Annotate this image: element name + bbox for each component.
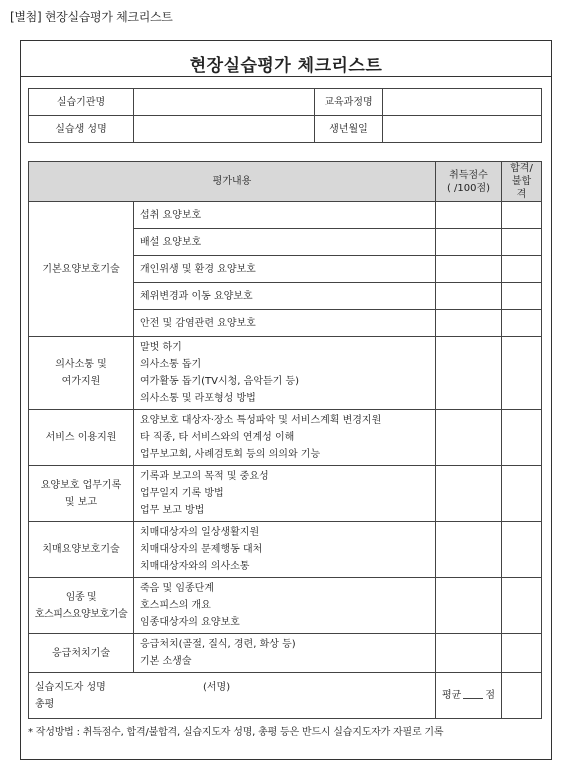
item-line: 의사소통 돕기 bbox=[140, 359, 202, 370]
supervisor-line bbox=[35, 679, 429, 696]
supervisor-cell[interactable] bbox=[29, 673, 436, 719]
score-cell[interactable] bbox=[436, 466, 502, 522]
page-title: 현장실습평가 체크리스트 bbox=[189, 56, 383, 76]
student-name-label: 실습생 성명 bbox=[29, 116, 134, 143]
score-cell[interactable] bbox=[436, 578, 502, 634]
item-cell: 배설 요양보호 bbox=[134, 229, 436, 256]
category-cell bbox=[29, 466, 134, 522]
header-pass-line1: 합격/ bbox=[510, 163, 533, 174]
item-line: 죽음 및 임종단계 bbox=[140, 583, 214, 594]
course-field[interactable] bbox=[383, 89, 542, 116]
score-cell[interactable] bbox=[436, 310, 502, 337]
average-suffix: 점 bbox=[485, 690, 495, 701]
category-cell: 기본요양보호기술 bbox=[29, 202, 134, 337]
category-cell bbox=[29, 578, 134, 634]
pass-cell[interactable] bbox=[502, 229, 542, 256]
item-line: 말벗 하기 bbox=[140, 342, 182, 353]
item-cell bbox=[134, 634, 436, 673]
info-row bbox=[29, 89, 542, 116]
item-line: 응급처치(골절, 질식, 경련, 화상 등) bbox=[140, 639, 296, 650]
evaluation-table bbox=[28, 161, 542, 719]
comment-label: 총평 bbox=[35, 698, 55, 710]
pass-cell[interactable] bbox=[502, 410, 542, 466]
checklist-frame bbox=[20, 40, 552, 760]
pass-cell[interactable] bbox=[502, 202, 542, 229]
table-row bbox=[29, 410, 542, 466]
item-cell bbox=[134, 337, 436, 410]
category-line: 요양보호 업무기록 bbox=[40, 479, 122, 491]
score-cell[interactable] bbox=[436, 229, 502, 256]
pass-cell[interactable] bbox=[502, 578, 542, 634]
info-row bbox=[29, 116, 542, 143]
info-table bbox=[28, 88, 542, 143]
item-line: 기록과 보고의 목적 및 중요성 bbox=[140, 471, 269, 482]
category-line: 임종 및 bbox=[65, 591, 97, 603]
item-line: 업무 보고 방법 bbox=[140, 505, 205, 516]
supervisor-label: 실습지도자 성명 bbox=[35, 681, 106, 693]
item-line: 여가활동 돕기(TV시청, 음악듣기 등) bbox=[140, 376, 300, 387]
item-cell bbox=[134, 578, 436, 634]
category-cell: 치매요양보호기술 bbox=[29, 522, 134, 578]
category-cell: 서비스 이용지원 bbox=[29, 410, 134, 466]
average-prefix: 평균 bbox=[442, 690, 462, 701]
item-cell bbox=[134, 410, 436, 466]
header-score bbox=[436, 162, 502, 202]
course-label: 교육과정명 bbox=[315, 89, 383, 116]
category-cell: 응급처치기술 bbox=[29, 634, 134, 673]
pass-cell[interactable] bbox=[502, 522, 542, 578]
category-line: 호스피스요양보호기술 bbox=[34, 608, 128, 620]
score-cell[interactable] bbox=[436, 337, 502, 410]
item-line: 임종대상자의 요양보호 bbox=[140, 617, 240, 628]
item-line: 치매대상자의 문제행동 대처 bbox=[140, 544, 263, 555]
score-cell[interactable] bbox=[436, 522, 502, 578]
table-row bbox=[29, 202, 542, 229]
average-cell[interactable] bbox=[436, 673, 502, 719]
category-line: 여가지원 bbox=[61, 376, 101, 387]
category-line: 및 보고 bbox=[64, 496, 98, 508]
student-name-field[interactable] bbox=[134, 116, 315, 143]
pass-cell[interactable] bbox=[502, 310, 542, 337]
header-score-line2: ( /100점) bbox=[446, 182, 491, 194]
signature-row bbox=[29, 673, 542, 719]
signature-label: (서명) bbox=[203, 681, 231, 693]
category-cell bbox=[29, 337, 134, 410]
pass-cell[interactable] bbox=[502, 466, 542, 522]
item-line: 의사소통 및 라포형성 방법 bbox=[140, 393, 256, 404]
item-cell bbox=[134, 466, 436, 522]
item-line: 치매대상자와의 의사소통 bbox=[140, 561, 250, 572]
header-pass-line2: 불합격 bbox=[511, 176, 532, 200]
score-cell[interactable] bbox=[436, 283, 502, 310]
score-cell[interactable] bbox=[436, 410, 502, 466]
form-caption: [별첨] 현장실습평가 체크리스트 bbox=[10, 10, 173, 24]
pass-cell[interactable] bbox=[502, 337, 542, 410]
score-cell[interactable] bbox=[436, 256, 502, 283]
table-row bbox=[29, 634, 542, 673]
table-header-row bbox=[29, 162, 542, 202]
birth-date-label: 생년월일 bbox=[315, 116, 383, 143]
item-line: 업무보고회, 사례검토회 등의 의의와 기능 bbox=[140, 449, 321, 460]
item-line: 업무일지 기록 방법 bbox=[140, 488, 224, 499]
title-divider bbox=[21, 76, 551, 77]
average-blank bbox=[463, 698, 483, 699]
score-cell[interactable] bbox=[436, 202, 502, 229]
header-content: 평가내용 bbox=[29, 162, 436, 202]
item-line: 요양보호 대상자·장소 특성파악 및 서비스계획 변경지원 bbox=[140, 415, 382, 426]
category-line: 의사소통 및 bbox=[55, 359, 107, 370]
item-line: 치매대상자의 일상생활지원 bbox=[140, 527, 260, 538]
writing-instruction-note: * 작성방법 : 취득점수, 합격/불합격, 실습지도자 성명, 총평 등은 반드시 실습지도자가 자필로 기록 bbox=[28, 727, 444, 738]
pass-cell[interactable] bbox=[502, 634, 542, 673]
institution-field[interactable] bbox=[134, 89, 315, 116]
item-cell: 개인위생 및 환경 요양보호 bbox=[134, 256, 436, 283]
table-row bbox=[29, 522, 542, 578]
table-row bbox=[29, 466, 542, 522]
item-line: 호스피스의 개요 bbox=[140, 600, 211, 611]
institution-label: 실습기관명 bbox=[29, 89, 134, 116]
item-cell: 안전 및 감염관련 요양보호 bbox=[134, 310, 436, 337]
item-cell: 체위변경과 이동 요양보호 bbox=[134, 283, 436, 310]
item-line: 기본 소생술 bbox=[140, 656, 192, 667]
item-line: 타 직종, 타 서비스와의 연계성 이해 bbox=[140, 432, 295, 443]
pass-cell[interactable] bbox=[502, 283, 542, 310]
item-cell bbox=[134, 522, 436, 578]
birth-date-field[interactable] bbox=[383, 116, 542, 143]
header-score-line1: 취득점수 bbox=[449, 169, 488, 181]
header-pass bbox=[502, 162, 542, 202]
score-cell[interactable] bbox=[436, 634, 502, 673]
pass-cell[interactable] bbox=[502, 256, 542, 283]
table-row bbox=[29, 337, 542, 410]
table-row bbox=[29, 578, 542, 634]
pass-cell[interactable] bbox=[502, 673, 542, 719]
item-cell: 섭취 요양보호 bbox=[134, 202, 436, 229]
